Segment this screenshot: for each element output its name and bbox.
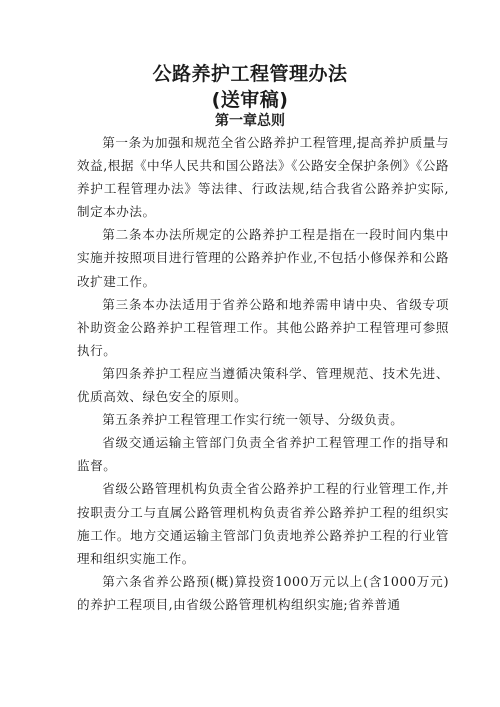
document-subtitle: (送审稿) xyxy=(211,89,289,111)
document-title: 公路养护工程管理办法 xyxy=(152,63,348,85)
paragraph-article-3: 第三条本办法适用于省养公路和地养需申请中央、省级专项补助资金公路养护工程管理工作。其他公路养护工程管理可参照执行。 xyxy=(77,296,449,358)
paragraph-article-1: 第一条为加强和规范全省公路养护工程管理,提高养护质量与效益,根据《中华人民共和国公路法》《公路安全保护条例》《公路养护工程管理办法》等法律、行政法规,结合我省公路养护实际,制定本办法。 xyxy=(77,135,449,220)
paragraph-article-6: 第六条省养公路预(概)算投资1000万元以上(含1000万元)的养护工程项目,由省级公路管理机构组织实施;省养普通 xyxy=(77,573,449,612)
chapter-heading: 第一章总则 xyxy=(215,113,285,129)
paragraph-article-4: 第四条养护工程应当遵循决策科学、管理规范、技术先进、优质高效、绿色安全的原则。 xyxy=(77,365,449,405)
paragraph-article-5: 第五条养护工程管理工作实行统一领导、分级负责。 xyxy=(102,412,404,428)
paragraph-provincial-department: 省级交通运输主管部门负责全省养护工程管理工作的指导和监督。 xyxy=(77,435,449,474)
paragraph-provincial-agency: 省级公路管理机构负责全省公路养护工程的行业管理工作,并按职责分工与直属公路管理机构负责省养公路养护工程的组织实施工作。地方交通运输主管部门负责地养公路养护工程的行业管理和组织实施工作。 xyxy=(77,481,449,566)
document-body xyxy=(77,131,449,616)
paragraph-article-2: 第二条本办法所规定的公路养护工程是指在一段时间内集中实施并按照项目进行管理的公路养护作业,不包括小修保养和公路改扩建工作。 xyxy=(77,227,449,289)
